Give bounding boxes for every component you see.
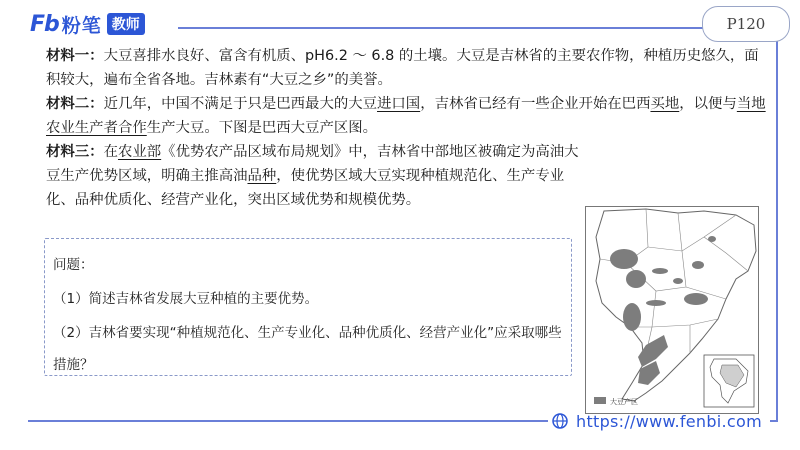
legend-label: 大豆产区 — [610, 398, 638, 406]
region-1 — [610, 249, 638, 269]
region-6 — [673, 278, 683, 284]
materials-section — [46, 44, 766, 212]
question-box — [44, 238, 572, 376]
region-10 — [638, 335, 668, 367]
logo-tag: 教师 — [107, 13, 145, 35]
material-1-text: 大豆喜排水良好、富含有机质、pH6.2 ～ 6.8 的土壤。大豆是吉林省的主要农作物，种植历史悠久，面积较大，遍布全省各地。吉林素有“大豆之乡”的美誉。 — [46, 48, 759, 88]
material-2-text-a: 近几年，中国不满足于只是巴西最大的大豆 — [103, 96, 378, 112]
inset-map — [704, 355, 754, 407]
brazil-soybean-map — [585, 206, 759, 414]
question-1: （1）简述吉林省发展大豆种植的主要优势。 — [53, 291, 319, 307]
material-2-text-d: 生产大豆。下图是巴西大豆产区图。 — [146, 120, 378, 136]
question-2-line-1: （2）吉林省要实现“种植规范化、生产专业化、品种优质化、经营产业化”应采取哪些 — [53, 325, 562, 341]
material-2-underline-3: 当地农业生产者合作 — [46, 96, 766, 136]
material-3-underline-1: 农业部 — [117, 144, 162, 160]
material-1-label: 材料一： — [46, 48, 104, 64]
material-3-text-b: 《优势农产品区域布局规划》中，吉林省中部地区被确定为高油大豆生产优势区域，明确主推高油 — [46, 144, 579, 184]
frame-right-line — [776, 27, 778, 422]
page-number-badge — [702, 6, 790, 42]
question-2-line-2: 措施？ — [53, 357, 94, 373]
region-9 — [623, 303, 641, 331]
material-3-label: 材料三： — [46, 144, 104, 160]
frame-bottom-line — [28, 420, 548, 422]
material-2-text-b: ，吉林省已经有一些企业开始在巴西 — [420, 96, 651, 112]
material-2-text-c: ，以便与 — [679, 96, 737, 112]
material-3-text-c: ，使优势区域大豆实现种植规范化、生产专业化、品种优质化、经营产业化，突出区域优势和规模优势。 — [46, 168, 565, 208]
material-1 — [46, 44, 766, 92]
page-number: P120 — [726, 15, 766, 33]
frame-top-line — [178, 27, 778, 29]
region-8 — [646, 300, 666, 306]
material-3-underline-2: 品种 — [247, 168, 277, 184]
legend-swatch — [594, 397, 606, 404]
material-2 — [46, 92, 766, 140]
region-2 — [626, 270, 646, 288]
material-2-underline-2: 买地 — [650, 96, 680, 112]
state-borders — [600, 209, 748, 363]
material-3-text-a: 在 — [103, 144, 118, 160]
question-title: 问题： — [53, 257, 94, 273]
logo-mark: Fb — [30, 11, 59, 37]
footer — [552, 410, 762, 432]
material-3 — [46, 140, 581, 212]
globe-icon — [552, 413, 568, 429]
footer-url[interactable]: https://www.fenbi.com — [576, 411, 763, 431]
logo-name: 粉笔 — [61, 14, 102, 37]
material-2-label: 材料二： — [46, 96, 104, 112]
region-3 — [652, 268, 668, 274]
map-graphic — [586, 207, 758, 413]
region-7 — [684, 293, 708, 305]
frame-bottom-right-line — [770, 420, 778, 422]
soybean-regions — [610, 236, 716, 385]
material-2-underline-1: 进口国 — [377, 96, 421, 112]
region-5 — [692, 261, 704, 269]
region-4 — [708, 236, 716, 242]
brand-logo — [30, 10, 145, 38]
